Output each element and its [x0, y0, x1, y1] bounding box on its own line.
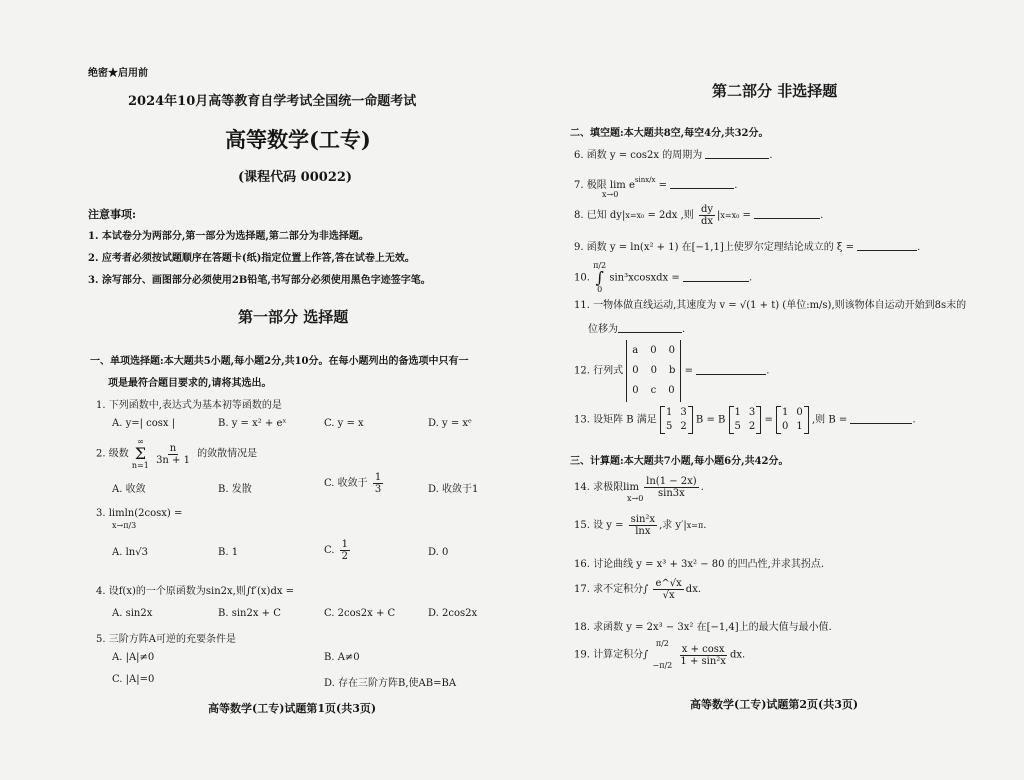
q1-option-d: D. y = xᵉ — [428, 418, 472, 429]
q1-stem: 1. 下列函数中,表达式为基本初等函数的是 — [96, 400, 282, 411]
q10: 10. π/2 ∫ 0 sin³xcosxdx = . — [574, 261, 753, 294]
note-3: 3. 涂写部分、画图部分必须使用2B铅笔,书写部分必须使用黑色字迹签字笔。 — [88, 275, 431, 286]
q5-option-b: B. A≠0 — [324, 652, 360, 663]
q17: 17. 求不定积分∫ $\frac{e\^{}√x}{√x}$ dx. — [574, 578, 702, 601]
note-1: 1. 本试卷分为两部分,第一部分为选择题,第二部分为非选择题。 — [88, 231, 369, 242]
q6: 6. 函数 y = cos2x 的周期为 . — [574, 146, 773, 161]
right-footer: 高等数学(工专)试题第2页(共3页) — [690, 698, 859, 711]
q3-option-c: C. $\frac{1}{2}$ — [324, 539, 349, 562]
subject-title: 高等数学(工专) — [225, 127, 371, 152]
q8: 8. 已知 dy|x=x₀ = 2dx ,则 $\frac{dy}{dx}$ |x=x₀ = . — [574, 204, 824, 227]
q11-line1: 11. 一物体做直线运动,其速度为 v = √(1 + t) (单位:m/s),则该物体自运动开始到8s末的 — [574, 300, 967, 311]
q4-stem: 4. 设f(x)的一个原函数为sin2x,则∫f′(x)dx = — [96, 586, 295, 597]
course-code: (课程代码 00022) — [238, 170, 353, 185]
q5-option-d: D. 存在三阶方阵B,使AB=BA — [324, 678, 457, 689]
q2-option-b: B. 发散 — [218, 484, 252, 495]
note-2: 2. 应考者必须按试题顺序在答题卡(纸)指定位置上作答,答在试卷上无效。 — [88, 253, 415, 264]
part-two-heading: 第二部分 非选择题 — [712, 82, 838, 100]
section-three-heading: 三、计算题:本大题共7小题,每小题6分,共42分。 — [570, 456, 789, 467]
q2-option-d: D. 收敛于1 — [428, 484, 479, 495]
q3-option-d: D. 0 — [428, 547, 449, 558]
q19: 19. 计算定积分∫ π/2 −π/2 $\frac{x + \cos x}{\text{1 + sin²x}}$ dx. — [574, 639, 746, 670]
q5-stem: 5. 三阶方阵A可逆的充要条件是 — [96, 634, 236, 645]
exam-title: 2024年10月高等教育自学考试全国统一命题考试 — [128, 94, 417, 109]
q4-option-a: A. sin2x — [112, 608, 153, 619]
q9: 9. 函数 y = ln(x² + 1) 在[−1,1]上使罗尔定理结论成立的 ξ = . — [574, 238, 920, 253]
q5-option-c: C. |A|=0 — [112, 674, 155, 685]
q14-subscript: x→0 — [627, 494, 644, 503]
q14: 14. 求极限lim $\frac{\ln(1 - 2x)}{\sin 3x}$ . — [574, 476, 704, 499]
section-two-heading: 二、填空题:本大题共8空,每空4分,共32分。 — [570, 128, 769, 139]
q7-subscript: x→0 — [602, 190, 619, 199]
q1-option-c: C. y = x — [324, 418, 364, 429]
q3-option-a: A. ln√3 — [112, 547, 148, 558]
q11-line2: 位移为 . — [588, 320, 685, 335]
q3-stem: 3. limln(2cosx) = — [96, 508, 183, 519]
left-footer: 高等数学(工专)试题第1页(共3页) — [208, 702, 377, 715]
q16: 16. 讨论曲线 y = x³ + 3x² − 80 的凹凸性,并求其拐点. — [574, 559, 825, 570]
q12-determinant: a 0 0 0 0 b 0 c 0 — [626, 340, 681, 402]
q5-option-a: A. |A|≠0 — [112, 652, 155, 663]
q1-option-b: B. y = x² + eˣ — [218, 418, 287, 429]
part-one-heading: 第一部分 选择题 — [238, 308, 349, 326]
q18: 18. 求函数 y = 2x³ − 3x² 在[−1,4]上的最大值与最小值. — [574, 622, 832, 633]
section-one-line2: 项是最符合题目要求的,请将其选出。 — [108, 378, 272, 389]
right-page — [512, 0, 1024, 780]
section-one-line1: 一、单项选择题:本大题共5小题,每小题2分,共10分。在每小题列出的备选项中只有一 — [90, 356, 469, 367]
q2-option-c: C. 收敛于 $\frac{1}{3}$ — [324, 472, 382, 495]
q13: 13. 设矩阵 B 满足 1 3 5 2 B = B 1 3 5 2 = 1 0 0 1 ,则 B = . — [574, 407, 916, 432]
q3-subscript: x→π/3 — [112, 521, 137, 530]
q4-option-c: C. 2cos2x + C — [324, 608, 396, 619]
q2-option-a: A. 收敛 — [112, 484, 146, 495]
q12: 12. 行列式 a 0 0 0 0 b 0 c 0 = . — [574, 340, 769, 402]
q4-option-b: B. sin2x + C — [218, 608, 281, 619]
q3-option-b: B. 1 — [218, 547, 239, 558]
q1-option-a: A. y=| cosx | — [112, 418, 176, 429]
q7: 7. 极限 $\lim e^{sinx/x}$ = . — [574, 176, 738, 191]
secret-mark: 绝密★启用前 — [88, 68, 148, 79]
notes-heading: 注意事项: — [88, 208, 137, 221]
q4-option-d: D. 2cos2x — [428, 608, 478, 619]
q15: 15. 设 y = $\frac{\text{sin²x}}{\ln x}$ ,求 y′|x=π. — [574, 514, 707, 537]
q2-stem: 2. 级数 ∞ Σ n=1 $\frac{n}{3n + 1}$ 的敛散情况是 — [96, 437, 258, 470]
